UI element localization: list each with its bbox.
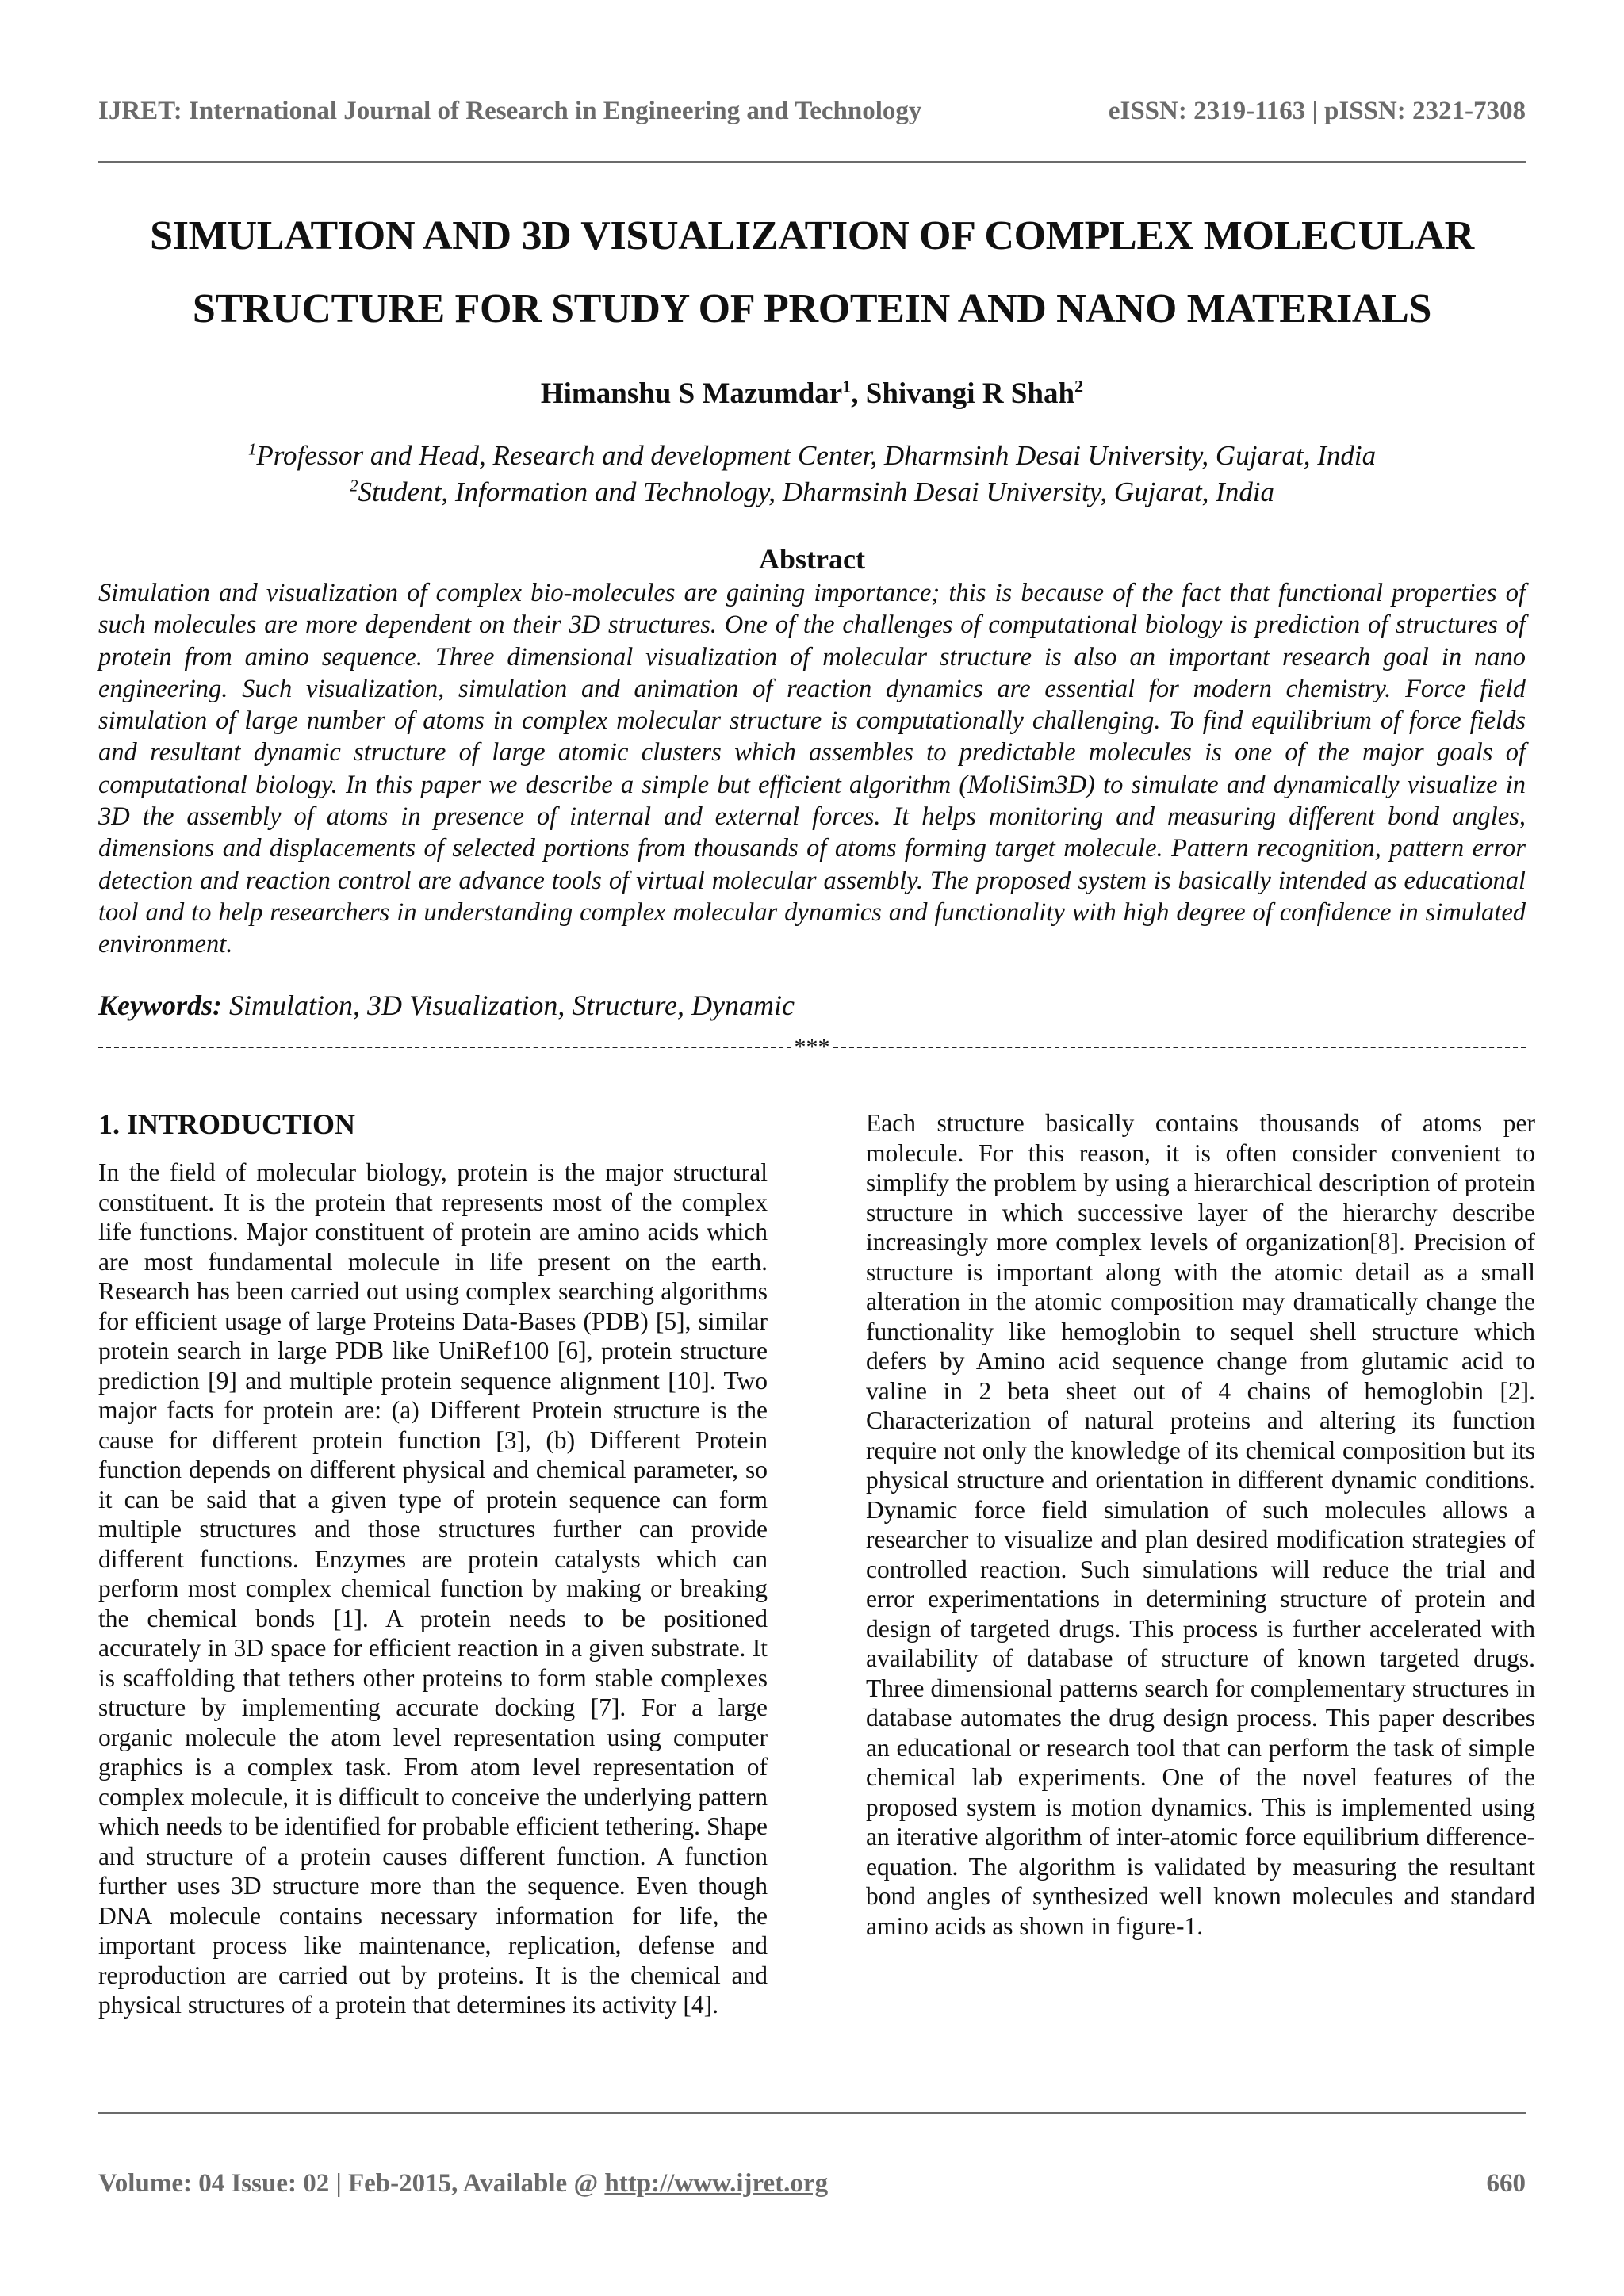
- author-2-affiliation-mark: 2: [1074, 376, 1084, 396]
- column-right: [866, 1108, 1535, 1941]
- footer-volume: [98, 2169, 828, 2198]
- affiliation-1: [98, 438, 1526, 474]
- author-list: [98, 377, 1526, 411]
- column-left: [98, 1107, 768, 2020]
- page-number: 660: [1486, 2169, 1526, 2198]
- author-1-affiliation-mark: 1: [842, 376, 852, 396]
- journal-website-link[interactable]: http://www.ijret.org: [604, 2169, 829, 2198]
- affiliation-2-mark: 2: [349, 476, 358, 496]
- introduction-paragraph-left: In the field of molecular biology, protein is the major structural constituent. It is the protein that represents most of the complex life functions. Major constituent of protein are amino acids which are most fundamental molecule in life present on the earth. Research has been carried out using complex searching algorithms for efficient usage of large Proteins Data-Bases (PDB) [5], similar protein search in large PDB like UniRef100 [6], protein structure prediction [9] and multiple protein sequence alignment [10]. Two major facts for protein are: (a) Different Protein structure is the cause for different protein function [3], (b) Different Protein function depends on different physical and chemical parameter, so it can be said that a given type of protein sequence can form multiple structures and those structures further can provide different functions. Enzymes are protein catalysts which can perform most complex chemical function by making or breaking the chemical bonds [1]. A protein needs to be positioned accurately in 3D space for efficient reaction in a given substrate. It is scaffolding that tethers other proteins to form stable complexes structure by implementing accurate docking [7]. For a large organic molecule the atom level representation using computer graphics is a complex task. From atom level representation of complex molecule, it is difficult to conceive the underlying pattern which needs to be identified for probable efficient tethering. Shape and structure of a protein causes different function. A function further uses 3D structure more than the sequence. Even though DNA molecule contains necessary information for life, the important process like maintenance, replication, defense and reproduction are carried out by proteins. It is the chemical and physical structures of a protein that determines its activity [4].: [98, 1158, 768, 2019]
- header-divider: [98, 161, 1526, 163]
- issn-numbers: eISSN: 2319-1163 | pISSN: 2321-7308: [1108, 97, 1526, 125]
- introduction-paragraph-right: Each structure basically contains thousands of atoms per molecule. For this reason, it is often consider convenient to simplify the problem by using a hierarchical description of protein structure in which successive layer of the hierarchy describe increasingly more complex levels of organization[8]. Precision of structure is important along with the atomic detail as a small alteration in the atomic composition may dramatically change the functionality like hemoglobin to sequel shell structure which defers by Amino acid sequence change from glutamic acid to valine in 2 beta sheet out of 4 chains of hemoglobin [2]. Characterization of natural proteins and altering its function require not only the knowledge of its chemical composition but its physical structure and orientation in different dynamic conditions. Dynamic force field simulation of such molecules allows a researcher to visualize and plan desired modification strategies of controlled reaction. Such simulations will reduce the trial and error experimentations in determining structure of protein and design of targeted drugs. This process is further accelerated with availability of database of structure of known targeted drugs. Three dimensional patterns search for complementary structures in database automates the drug design process. This paper describes an educational or research tool that can perform the task of simple chemical lab experiments. One of the novel features of the proposed system is motion dynamics. This is implemented using an iterative algorithm of inter-atomic force equilibrium difference-equation. The algorithm is validated by measuring the resultant bond angles of synthesized well known molecules and standard amino acids as shown in figure-1.: [866, 1109, 1535, 1940]
- abstract-heading: Abstract: [759, 543, 865, 575]
- running-footer: [98, 2169, 1526, 2198]
- abstract-text: Simulation and visualization of complex bio-molecules are gaining importance; this is because of the fact that functional properties of such molecules are more dependent on their 3D structures. One of the challenges of computational biology is prediction of structures of protein from amino sequence. Three dimensional visualization of molecular structure is also an important research goal in nano engineering. Such visualization, simulation and animation of reaction dynamics are essential for modern chemistry. Force field simulation of large number of atoms in complex molecular structure is computationally challenging. To find equilibrium of force fields and resultant dynamic structure of large atomic clusters which assembles to predictable molecules is one of the major goals of computational biology. In this paper we describe a simple but efficient algorithm (MoliSim3D) to simulate and dynamically visualize in 3D the assembly of atoms in presence of internal and external forces. It helps monitoring and measuring different bond angles, dimensions and displacements of selected portions from thousands of atoms forming target molecule. Pattern recognition, pattern error detection and reaction control are advance tools of virtual molecular assembly. The proposed system is basically intended as educational tool and to help researchers in understanding complex molecular dynamics and functionality with high degree of confidence in simulated environment.: [98, 579, 1526, 959]
- separator-dashes-left: [98, 1047, 791, 1048]
- footer-divider: [98, 2112, 1526, 2114]
- affiliations: [98, 438, 1526, 511]
- journal-name: IJRET: International Journal of Research in Engineering and Technology: [98, 97, 922, 125]
- author-1: Himanshu S Mazumdar: [540, 377, 843, 410]
- author-separator: ,: [851, 377, 866, 410]
- affiliation-1-text: Professor and Head, Research and development Center, Dharmsinh Desai University, Gujarat, India: [256, 440, 1377, 471]
- separator-dashes-right: [833, 1047, 1526, 1048]
- keywords: [98, 989, 1526, 1022]
- keywords-text: Simulation, 3D Visualization, Structure, Dynamic: [222, 989, 795, 1021]
- introduction-heading: 1. INTRODUCTION: [98, 1108, 356, 1140]
- footer-volume-text: Volume: 04 Issue: 02 | Feb-2015, Available @: [98, 2169, 605, 2198]
- author-2: Shivangi R Shah: [865, 377, 1075, 410]
- affiliation-2: [98, 474, 1526, 511]
- section-separator: [98, 1035, 1526, 1059]
- paper-title: [79, 200, 1545, 346]
- title-line-1: SIMULATION AND 3D VISUALIZATION OF COMPLEX MOLECULAR: [150, 213, 1474, 258]
- keywords-label: Keywords:: [98, 989, 222, 1021]
- title-line-2: STRUCTURE FOR STUDY OF PROTEIN AND NANO MATERIALS: [192, 286, 1432, 331]
- separator-stars: ***: [794, 1034, 830, 1060]
- affiliation-2-text: Student, Information and Technology, Dharmsinh Desai University, Gujarat, India: [358, 476, 1275, 507]
- affiliation-1-mark: 1: [247, 439, 257, 459]
- running-header: [98, 97, 1526, 126]
